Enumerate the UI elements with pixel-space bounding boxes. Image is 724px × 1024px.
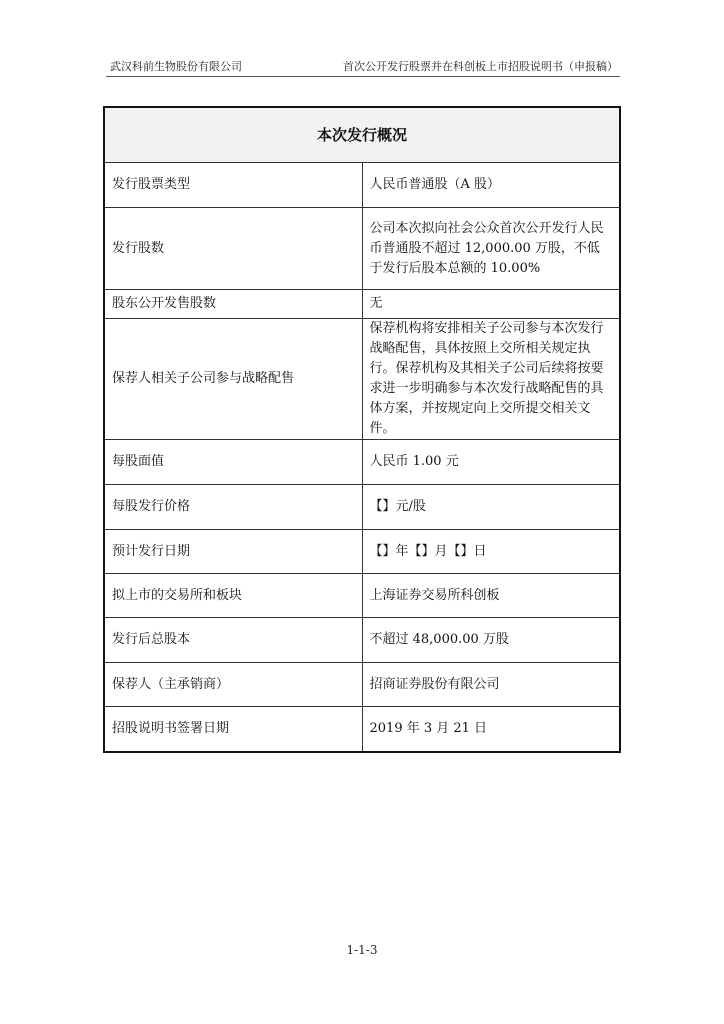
header-divider bbox=[106, 76, 620, 77]
row-value: 【】元/股 bbox=[362, 485, 620, 530]
row-label: 保荐人（主承销商） bbox=[104, 663, 362, 707]
header-document-title: 首次公开发行股票并在科创板上市招股说明书（申报稿） bbox=[343, 60, 618, 73]
row-label: 发行股数 bbox=[104, 208, 362, 290]
table-row-share-type bbox=[104, 163, 620, 208]
row-value: 人民币普通股（A 股） bbox=[362, 163, 620, 208]
table-row-strategic-placement bbox=[104, 319, 620, 440]
row-label: 保荐人相关子公司参与战略配售 bbox=[104, 319, 362, 440]
offering-summary-table bbox=[103, 106, 621, 753]
table-row-shareholder-sale bbox=[104, 290, 620, 319]
row-value: 公司本次拟向社会公众首次公开发行人民币普通股不超过 12,000.00 万股，不低于发行后股本总额的 10.00% bbox=[362, 208, 620, 290]
table-row-issue-date bbox=[104, 530, 620, 574]
row-label: 发行股票类型 bbox=[104, 163, 362, 208]
table-row-signing-date bbox=[104, 707, 620, 752]
row-value: 保荐机构将安排相关子公司参与本次发行战略配售，具体按照上交所相关规定执行。保荐机构及其相关子公司后续将按要求进一步明确参与本次发行战略配售的具体方案，并按规定向上交所提交相关文件。 bbox=[362, 319, 620, 440]
row-label: 每股发行价格 bbox=[104, 485, 362, 530]
row-value: 人民币 1.00 元 bbox=[362, 440, 620, 485]
row-label: 发行后总股本 bbox=[104, 618, 362, 663]
page-number: 1-1-3 bbox=[346, 943, 378, 957]
table-row-share-count bbox=[104, 208, 620, 290]
table-row-exchange bbox=[104, 574, 620, 618]
row-label: 招股说明书签署日期 bbox=[104, 707, 362, 752]
table-row-issue-price bbox=[104, 485, 620, 530]
row-label: 预计发行日期 bbox=[104, 530, 362, 574]
row-label: 每股面值 bbox=[104, 440, 362, 485]
header-company-name: 武汉科前生物股份有限公司 bbox=[110, 60, 242, 73]
table-row-sponsor bbox=[104, 663, 620, 707]
table-title: 本次发行概况 bbox=[104, 107, 620, 163]
row-value: 招商证券股份有限公司 bbox=[362, 663, 620, 707]
table-title-row bbox=[104, 107, 620, 163]
row-value: 无 bbox=[362, 290, 620, 319]
row-value: 【】年【】月【】日 bbox=[362, 530, 620, 574]
row-value: 上海证券交易所科创板 bbox=[362, 574, 620, 618]
table-row-par-value bbox=[104, 440, 620, 485]
row-value: 不超过 48,000.00 万股 bbox=[362, 618, 620, 663]
row-value: 2019 年 3 月 21 日 bbox=[362, 707, 620, 752]
row-label: 股东公开发售股数 bbox=[104, 290, 362, 319]
table-row-total-shares bbox=[104, 618, 620, 663]
row-label: 拟上市的交易所和板块 bbox=[104, 574, 362, 618]
